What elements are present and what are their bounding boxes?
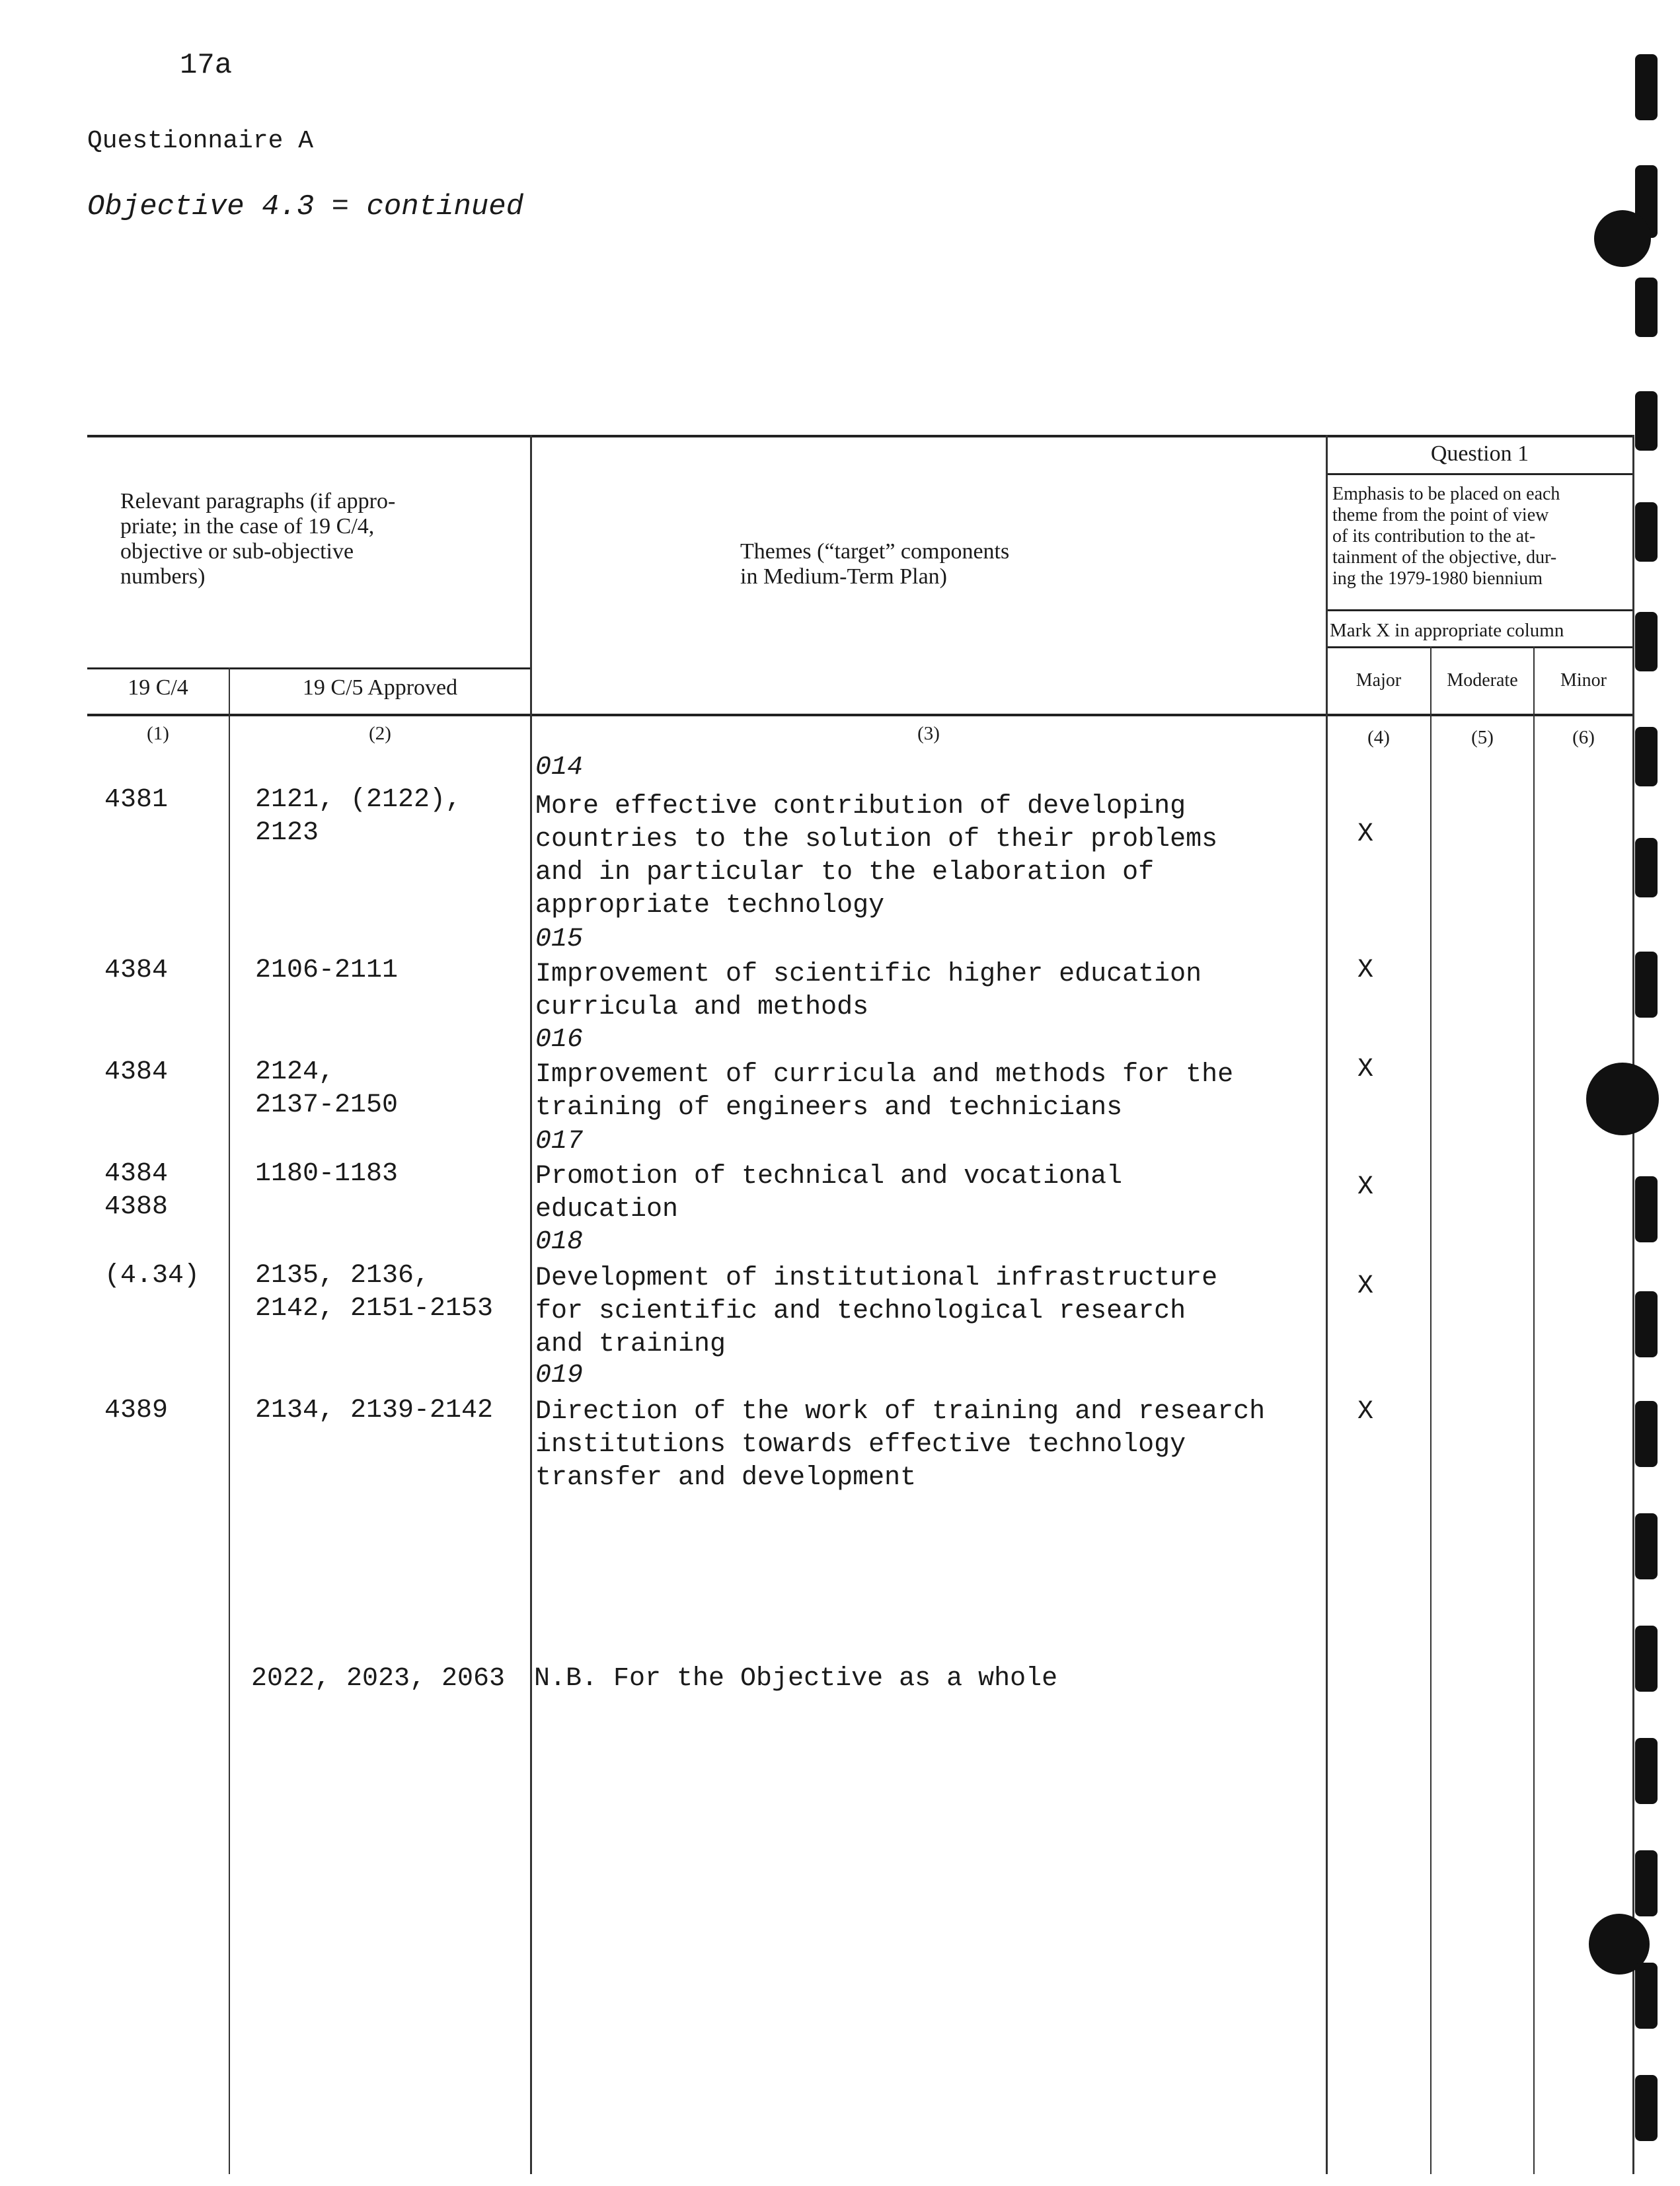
theme-code: 014	[535, 753, 584, 782]
table-top-rule	[87, 435, 1634, 437]
punch-hole	[1594, 210, 1651, 267]
col-major-header: Major	[1355, 670, 1402, 691]
subheader-rule	[87, 667, 530, 669]
col-divider-5	[1533, 646, 1535, 2174]
col-number-5: (5)	[1471, 727, 1494, 748]
col-19c4-header: 19 C/4	[128, 675, 188, 700]
theme-text: Direction of the work of training and research institutions towards effective technology transfer and development	[535, 1397, 1266, 1493]
question-box-rule	[1326, 473, 1634, 475]
punch-mark	[1635, 612, 1658, 671]
theme-text: More effective contribution of developing countries to the solution of their problems and in particular to the elaboration of appropriate technology	[535, 792, 1218, 921]
objective-heading: Objective 4.3 = continued	[87, 190, 524, 223]
ref-19c4: 4389	[104, 1396, 169, 1425]
col-divider-2	[530, 435, 532, 2174]
mark-rule	[1326, 646, 1634, 648]
col-divider-1	[229, 667, 230, 2174]
col-19c5-header: 19 C/5 Approved	[302, 675, 458, 700]
punch-mark	[1635, 54, 1658, 120]
punch-mark	[1635, 391, 1658, 451]
page-number: 17a	[180, 49, 233, 82]
punch-mark	[1635, 1850, 1658, 1916]
emphasis-rule	[1326, 609, 1634, 611]
theme-code: 019	[535, 1361, 584, 1390]
ref-19c5: 2134, 2139-2142	[255, 1396, 494, 1425]
col-number-4: (4)	[1367, 727, 1390, 748]
relevant-paragraphs-header: Relevant paragraphs (if appro- priate; in the case of 19 C/4, objective or sub-objective numbers)	[120, 489, 396, 589]
col-divider-3	[1326, 435, 1328, 2174]
theme-text: Promotion of technical and vocational education	[535, 1162, 1123, 1225]
theme-code: 016	[535, 1025, 584, 1055]
punch-mark	[1635, 1401, 1658, 1467]
ref-19c4: 4384 4388	[104, 1159, 169, 1222]
ref-19c5: 2124, 2137-2150	[255, 1057, 399, 1120]
col-minor-header: Minor	[1560, 670, 1607, 691]
themes-header: Themes (“target” components in Medium-Term Plan)	[740, 539, 1010, 589]
major-mark: X	[1357, 956, 1373, 985]
theme-text: Development of institutional infrastructure for scientific and technological research and training	[535, 1263, 1218, 1359]
mark-instruction: Mark X in appropriate column	[1330, 620, 1564, 641]
punch-mark	[1635, 838, 1658, 897]
col-moderate-header: Moderate	[1447, 670, 1518, 691]
col-divider-right	[1632, 435, 1634, 2174]
col-number-3: (3)	[917, 723, 940, 744]
punch-mark	[1635, 727, 1658, 786]
punch-mark	[1635, 1963, 1658, 2029]
theme-code: 017	[535, 1127, 584, 1156]
question-1-label: Question 1	[1430, 441, 1529, 466]
major-mark: X	[1357, 819, 1373, 849]
col-number-1: (1)	[147, 723, 169, 744]
major-mark: X	[1357, 1271, 1373, 1301]
ref-19c5: 2135, 2136, 2142, 2151-2153	[255, 1261, 494, 1324]
ref-19c5: 1180-1183	[255, 1159, 399, 1189]
ref-19c4: (4.34)	[104, 1261, 200, 1291]
theme-code: 015	[535, 924, 584, 954]
header-bottom-rule	[87, 714, 1634, 716]
ref-19c5: 2106-2111	[255, 956, 399, 985]
punch-mark	[1635, 1626, 1658, 1692]
punch-mark	[1635, 278, 1658, 337]
ref-19c4: 4384	[104, 1057, 169, 1087]
major-mark: X	[1357, 1397, 1373, 1427]
emphasis-header: Emphasis to be placed on each theme from the point of view of its contribution to the at- tainment of the objective, dur- ing the 1979-1980 biennium	[1332, 484, 1560, 589]
major-mark: X	[1357, 1172, 1373, 1202]
punch-mark	[1635, 1176, 1658, 1242]
ref-19c4: 4381	[104, 785, 169, 815]
ref-19c5: 2121, (2122), 2123	[255, 785, 462, 848]
punch-mark	[1635, 952, 1658, 1018]
theme-code: 018	[535, 1227, 584, 1257]
col-number-2: (2)	[369, 723, 391, 744]
note-text: N.B. For the Objective as a whole	[534, 1664, 1058, 1694]
note-ref-19c5: 2022, 2023, 2063	[251, 1664, 506, 1694]
punch-mark	[1635, 2075, 1658, 2141]
col-divider-4	[1430, 646, 1432, 2174]
theme-text: Improvement of curricula and methods for the training of engineers and technicians	[535, 1060, 1234, 1123]
punch-mark	[1635, 1513, 1658, 1579]
punch-mark	[1635, 1291, 1658, 1357]
ref-19c4: 4384	[104, 956, 169, 985]
punch-mark	[1635, 1738, 1658, 1804]
theme-text: Improvement of scientific higher education curricula and methods	[535, 960, 1202, 1022]
punch-mark	[1635, 502, 1658, 562]
major-mark: X	[1357, 1055, 1373, 1084]
questionnaire-title: Questionnaire A	[87, 127, 314, 155]
col-number-6: (6)	[1572, 727, 1595, 748]
punch-hole	[1586, 1063, 1659, 1135]
